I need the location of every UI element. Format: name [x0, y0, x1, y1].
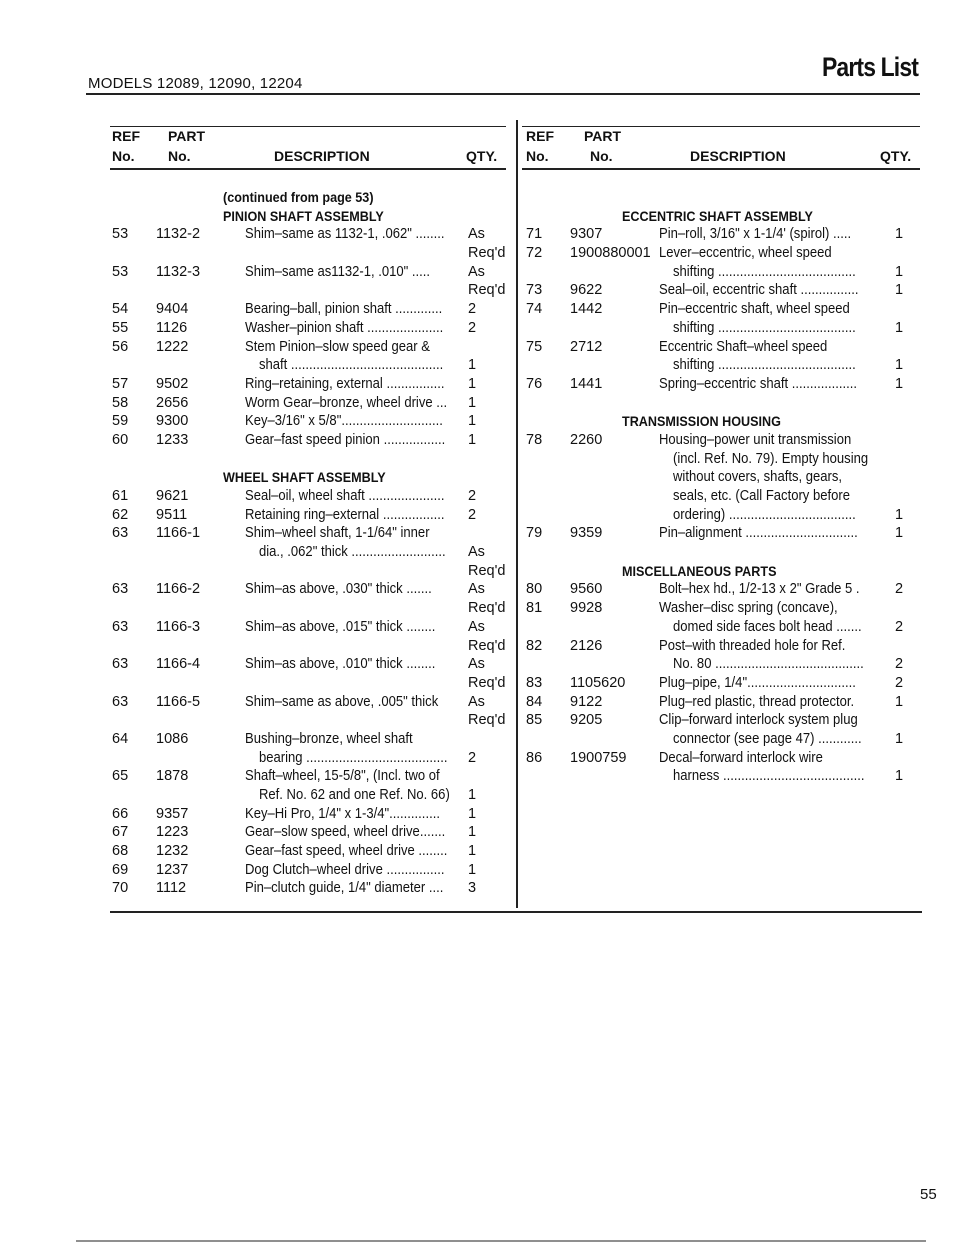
part-number: 9307: [570, 226, 603, 243]
part-row: [110, 356, 506, 375]
part-description: Key–Hi Pro, 1/4" x 1-3/4"..............: [245, 805, 440, 822]
part-description: Seal–oil, wheel shaft .....................: [245, 488, 445, 504]
part-number: 1166-2: [156, 581, 201, 598]
ref-number: 55: [112, 319, 129, 336]
ref-number: 67: [112, 824, 129, 841]
description-header: DESCRIPTION: [690, 148, 786, 164]
part-quantity: 1: [895, 319, 904, 336]
ref-number: 68: [112, 843, 129, 860]
ref-number: 73: [526, 282, 543, 299]
ref-number: 60: [112, 431, 129, 448]
part-number: 1166-4: [156, 656, 201, 673]
part-quantity: As: [468, 618, 485, 635]
part-row: [110, 693, 506, 712]
ref-number: 62: [112, 506, 129, 523]
part-quantity: 1: [895, 375, 904, 392]
part-row: [110, 674, 506, 693]
part-row: [110, 244, 506, 263]
ref-number: 83: [526, 674, 543, 691]
part-quantity: 1: [468, 787, 477, 803]
page-number: 55: [920, 1186, 937, 1203]
part-row: [110, 375, 506, 394]
part-description-continued: domed side faces bolt head .......: [673, 618, 862, 635]
part-quantity: 1: [895, 768, 904, 785]
part-description: Lever–eccentric, wheel speed: [659, 245, 832, 262]
part-description-continued: Ref. No. 62 and one Ref. No. 66): [259, 787, 450, 803]
ref-number: 86: [526, 749, 543, 766]
qty-header: QTY.: [466, 148, 498, 164]
part-row: [522, 749, 920, 768]
ref-number: 63: [112, 656, 129, 673]
part-row: [110, 225, 506, 244]
part-row: [522, 263, 920, 282]
part-quantity: 1: [468, 375, 477, 392]
section-title: PINION SHAFT ASSEMBLY: [223, 207, 384, 224]
part-quantity: 1: [468, 413, 477, 430]
part-no-header: No.: [590, 148, 613, 164]
part-row: [110, 655, 506, 674]
ref-number: 79: [526, 525, 543, 542]
spacer-row: [522, 543, 920, 562]
part-description: Washer–disc spring (concave),: [659, 600, 838, 617]
page-title: Parts List: [821, 52, 918, 82]
part-number: 1442: [570, 301, 603, 318]
part-row: [110, 805, 506, 824]
part-row: [110, 506, 506, 525]
part-description: Clip–forward interlock system plug: [659, 712, 858, 729]
part-number: 1900759: [570, 749, 627, 766]
part-quantity: 1: [468, 824, 477, 841]
ref-number: 85: [526, 712, 543, 729]
part-description: Eccentric Shaft–wheel speed: [659, 338, 828, 355]
part-number: 1232: [156, 843, 189, 860]
models-heading: MODELS 12089, 12090, 12204: [88, 75, 303, 92]
part-number: 1086: [156, 730, 189, 747]
part-quantity: 1: [895, 282, 904, 299]
part-row: [110, 618, 506, 637]
part-row: [522, 468, 920, 487]
ref-number: 63: [112, 693, 129, 710]
part-row: [110, 319, 506, 338]
part-row: [110, 300, 506, 319]
part-header: PART: [168, 128, 206, 144]
part-row: [110, 543, 506, 562]
section-title: TRANSMISSION HOUSING: [622, 413, 781, 430]
part-row: [110, 487, 506, 506]
part-description: Shim–as above, .030" thick .......: [245, 581, 432, 598]
ref-number: 71: [526, 226, 543, 243]
part-number: 9502: [156, 375, 189, 392]
part-row: [110, 562, 506, 581]
part-row: [110, 879, 506, 898]
part-description: Pin–clutch guide, 1/4" diameter ....: [245, 880, 444, 897]
part-quantity: Req'd: [468, 600, 506, 617]
part-description: Dog Clutch–wheel drive ................: [245, 861, 445, 878]
part-number: 1900880001: [570, 245, 651, 262]
part-description-continued: harness .......................................: [673, 768, 865, 785]
part-row: [110, 524, 506, 543]
part-description: Pin–roll, 3/16" x 1-1/4' (spirol) .....: [659, 226, 852, 243]
part-number: 1112: [156, 880, 187, 897]
part-quantity: Req'd: [468, 562, 506, 579]
part-number: 2656: [156, 394, 189, 411]
part-description: Shim–same as 1132-1, .062" ........: [245, 226, 445, 243]
part-quantity: 1: [895, 506, 904, 523]
part-quantity: 2: [468, 506, 477, 523]
part-quantity: 1: [895, 693, 904, 710]
part-quantity: 2: [895, 618, 904, 635]
part-number: 9404: [156, 301, 189, 318]
ref-number: 82: [526, 637, 543, 654]
ref-no-header: No.: [112, 148, 135, 164]
part-row: [110, 711, 506, 730]
ref-number: 75: [526, 338, 543, 355]
section-heading: [110, 468, 506, 487]
part-row: [522, 506, 920, 525]
part-quantity: 1: [895, 525, 904, 542]
part-description: Gear–slow speed, wheel drive.......: [245, 824, 446, 841]
part-row: [522, 356, 920, 375]
ref-number: 81: [526, 600, 543, 617]
part-quantity: 1: [468, 431, 477, 448]
part-quantity: 2: [468, 488, 477, 504]
part-number: 1166-5: [156, 693, 201, 710]
part-row: [110, 749, 506, 768]
header-rule-top: [522, 126, 920, 127]
ref-number: 61: [112, 488, 129, 504]
part-row: [110, 580, 506, 599]
part-description: Retaining ring–external .................: [245, 506, 445, 523]
section-title: (continued from page 53): [223, 189, 374, 205]
ref-number: 57: [112, 375, 129, 392]
part-number: 1878: [156, 768, 189, 785]
part-quantity: 3: [468, 880, 477, 897]
part-header: PART: [584, 128, 622, 144]
part-description: Shim–same as above, .005" thick: [245, 693, 439, 710]
part-quantity: 2: [468, 749, 477, 766]
left-parts-list: [110, 188, 506, 898]
part-row: [522, 655, 920, 674]
part-number: 1237: [156, 861, 189, 878]
part-row: [522, 281, 920, 300]
part-row: [110, 637, 506, 656]
part-quantity: Req'd: [468, 712, 506, 729]
column-headers: [110, 128, 506, 168]
part-description: Decal–forward interlock wire: [659, 749, 823, 766]
section-heading: [110, 188, 506, 207]
part-description: Bolt–hex hd., 1/2-13 x 2" Grade 5 .: [659, 581, 860, 598]
part-row: [110, 431, 506, 450]
part-row: [110, 281, 506, 300]
ref-number: 56: [112, 338, 129, 355]
part-quantity: As: [468, 226, 485, 243]
part-quantity: As: [468, 656, 485, 673]
ref-number: 78: [526, 431, 543, 448]
ref-number: 76: [526, 375, 543, 392]
section-heading: [110, 207, 506, 226]
part-description: Plug–pipe, 1/4"..............................: [659, 674, 856, 691]
part-row: [522, 244, 920, 263]
part-row: [522, 711, 920, 730]
part-quantity: 1: [895, 226, 904, 243]
ref-number: 53: [112, 263, 129, 280]
part-quantity: Req'd: [468, 282, 506, 299]
ref-number: 59: [112, 413, 129, 430]
footer-scan-line: [76, 1240, 926, 1242]
ref-header: REF: [112, 128, 140, 144]
part-number: 1166-1: [156, 525, 201, 542]
part-row: [522, 450, 920, 469]
part-number: 2260: [570, 431, 603, 448]
ref-number: 80: [526, 581, 543, 598]
part-row: [522, 338, 920, 357]
part-number: 9205: [570, 712, 603, 729]
header-rule-top: [110, 126, 506, 127]
top-rule: [86, 93, 920, 95]
part-number: 9300: [156, 413, 189, 430]
part-quantity: As: [468, 581, 485, 598]
part-description: Bearing–ball, pinion shaft .............: [245, 301, 443, 318]
part-description: Seal–oil, eccentric shaft ................: [659, 282, 859, 299]
part-number: 1222: [156, 338, 189, 355]
section-heading: [522, 412, 920, 431]
part-row: [110, 823, 506, 842]
part-quantity: 2: [895, 581, 904, 598]
part-row: [110, 730, 506, 749]
part-row: [522, 674, 920, 693]
part-description: Gear–fast speed pinion .................: [245, 431, 446, 448]
ref-number: 64: [112, 730, 129, 747]
part-row: [522, 300, 920, 319]
ref-number: 69: [112, 861, 129, 878]
spacer-row: [522, 188, 920, 207]
part-description-continued: bearing .......................................: [259, 749, 448, 766]
section-title: ECCENTRIC SHAFT ASSEMBLY: [622, 207, 813, 224]
part-number: 1166-3: [156, 618, 201, 635]
part-description-continued: shifting ......................................: [673, 263, 856, 280]
spacer-row: [110, 450, 506, 469]
part-row: [522, 524, 920, 543]
ref-number: 70: [112, 880, 129, 897]
part-row: [522, 487, 920, 506]
part-row: [522, 431, 920, 450]
part-description: Pin–eccentric shaft, wheel speed: [659, 301, 850, 318]
part-row: [110, 263, 506, 282]
section-heading: [522, 562, 920, 581]
part-description: Ring–retaining, external ................: [245, 375, 445, 392]
part-description: Spring–eccentric shaft ..................: [659, 375, 858, 392]
part-quantity: 2: [468, 301, 477, 318]
part-description: Plug–red plastic, thread protector.: [659, 693, 855, 710]
part-quantity: 1: [468, 861, 477, 878]
ref-number: 65: [112, 768, 129, 785]
part-description: Bushing–bronze, wheel shaft: [245, 730, 413, 747]
part-description-continued: shaft ..........................................: [259, 357, 444, 374]
part-description-continued: ordering) ...................................: [673, 506, 856, 523]
part-description: Shaft–wheel, 15-5/8", (Incl. two of: [245, 768, 440, 785]
section-title: MISCELLANEOUS PARTS: [622, 562, 777, 579]
part-number: 1126: [156, 319, 188, 336]
part-quantity: 2: [468, 319, 477, 336]
part-quantity: 1: [468, 843, 477, 860]
part-number: 9928: [570, 600, 603, 617]
part-description: Shim–same as1132-1, .010" .....: [245, 263, 431, 280]
section-title: WHEEL SHAFT ASSEMBLY: [223, 469, 386, 486]
description-header: DESCRIPTION: [274, 148, 370, 164]
part-description: Pin–alignment ...............................: [659, 525, 858, 542]
part-description: Washer–pinion shaft .....................: [245, 319, 444, 336]
part-number: 9560: [570, 581, 603, 598]
part-description-continued: No. 80 .........................................: [673, 656, 864, 673]
part-row: [522, 637, 920, 656]
part-number: 1223: [156, 824, 189, 841]
part-number: 9359: [570, 525, 603, 542]
ref-number: 66: [112, 805, 129, 822]
part-row: [522, 580, 920, 599]
part-quantity: As: [468, 693, 485, 710]
ref-no-header: No.: [526, 148, 549, 164]
part-row: [110, 394, 506, 413]
part-row: [522, 693, 920, 712]
ref-number: 84: [526, 693, 543, 710]
part-quantity: As: [468, 263, 485, 280]
column-divider: [516, 120, 518, 908]
part-number: 9621: [156, 488, 189, 504]
part-row: [522, 225, 920, 244]
part-description: Post–with threaded hole for Ref.: [659, 637, 846, 654]
bottom-rule: [110, 911, 922, 913]
part-description: Shim–as above, .015" thick ........: [245, 618, 436, 635]
part-row: [110, 412, 506, 431]
part-number: 1441: [570, 375, 603, 392]
part-description-continued: (incl. Ref. No. 79). Empty housing: [673, 450, 869, 467]
part-row: [110, 599, 506, 618]
part-number: 9122: [570, 693, 603, 710]
part-number: 2712: [570, 338, 603, 355]
part-quantity: 2: [895, 656, 904, 673]
part-description: Shim–as above, .010" thick ........: [245, 656, 436, 673]
part-description-continued: connector (see page 47) ............: [673, 730, 862, 747]
ref-header: REF: [526, 128, 554, 144]
ref-number: 63: [112, 581, 129, 598]
part-quantity: Req'd: [468, 674, 506, 691]
header-rule-bottom: [522, 168, 920, 170]
ref-number: 53: [112, 226, 129, 243]
part-quantity: As: [468, 544, 485, 561]
ref-number: 63: [112, 525, 129, 542]
part-number: 9511: [156, 506, 188, 523]
part-row: [522, 319, 920, 338]
ref-number: 54: [112, 301, 129, 318]
right-parts-list: [522, 188, 920, 786]
part-description-continued: without covers, shafts, gears,: [673, 469, 843, 486]
part-row: [522, 599, 920, 618]
qty-header: QTY.: [880, 148, 912, 164]
part-description: Housing–power unit transmission: [659, 431, 852, 448]
part-quantity: 1: [468, 805, 477, 822]
part-quantity: 1: [895, 263, 904, 280]
part-row: [110, 786, 506, 805]
section-heading: [522, 207, 920, 226]
part-row: [110, 842, 506, 861]
part-no-header: No.: [168, 148, 191, 164]
header-rule-bottom: [110, 168, 506, 170]
part-row: [110, 767, 506, 786]
part-description: Gear–fast speed, wheel drive ........: [245, 843, 448, 860]
ref-number: 63: [112, 618, 129, 635]
part-number: 1105620: [570, 674, 626, 691]
part-description-continued: shifting ......................................: [673, 319, 856, 336]
part-description-continued: dia., .062" thick ..........................: [259, 544, 446, 561]
part-quantity: Req'd: [468, 637, 506, 654]
part-row: [110, 861, 506, 880]
part-number: 1132-3: [156, 263, 201, 280]
part-row: [522, 618, 920, 637]
ref-number: 74: [526, 301, 543, 318]
part-number: 1233: [156, 431, 189, 448]
part-description-continued: shifting ......................................: [673, 357, 856, 374]
part-description: Worm Gear–bronze, wheel drive ...: [245, 394, 448, 411]
spacer-row: [522, 394, 920, 413]
part-number: 2126: [570, 637, 603, 654]
ref-number: 72: [526, 245, 543, 262]
part-quantity: 1: [895, 357, 904, 374]
part-description: Key–3/16" x 5/8"............................: [245, 413, 443, 430]
part-row: [110, 338, 506, 357]
part-quantity: 2: [895, 674, 904, 691]
part-row: [522, 375, 920, 394]
part-row: [522, 767, 920, 786]
part-number: 9622: [570, 282, 603, 299]
part-quantity: 1: [468, 394, 477, 411]
part-number: 9357: [156, 805, 189, 822]
part-description: Stem Pinion–slow speed gear &: [245, 338, 430, 355]
part-quantity: Req'd: [468, 245, 506, 262]
part-quantity: 1: [468, 357, 477, 374]
column-headers: [522, 128, 920, 168]
part-quantity: 1: [895, 730, 904, 747]
part-description-continued: seals, etc. (Call Factory before: [673, 488, 850, 504]
part-description: Shim–wheel shaft, 1-1/64" inner: [245, 525, 430, 542]
part-number: 1132-2: [156, 226, 201, 243]
ref-number: 58: [112, 394, 129, 411]
part-row: [522, 730, 920, 749]
